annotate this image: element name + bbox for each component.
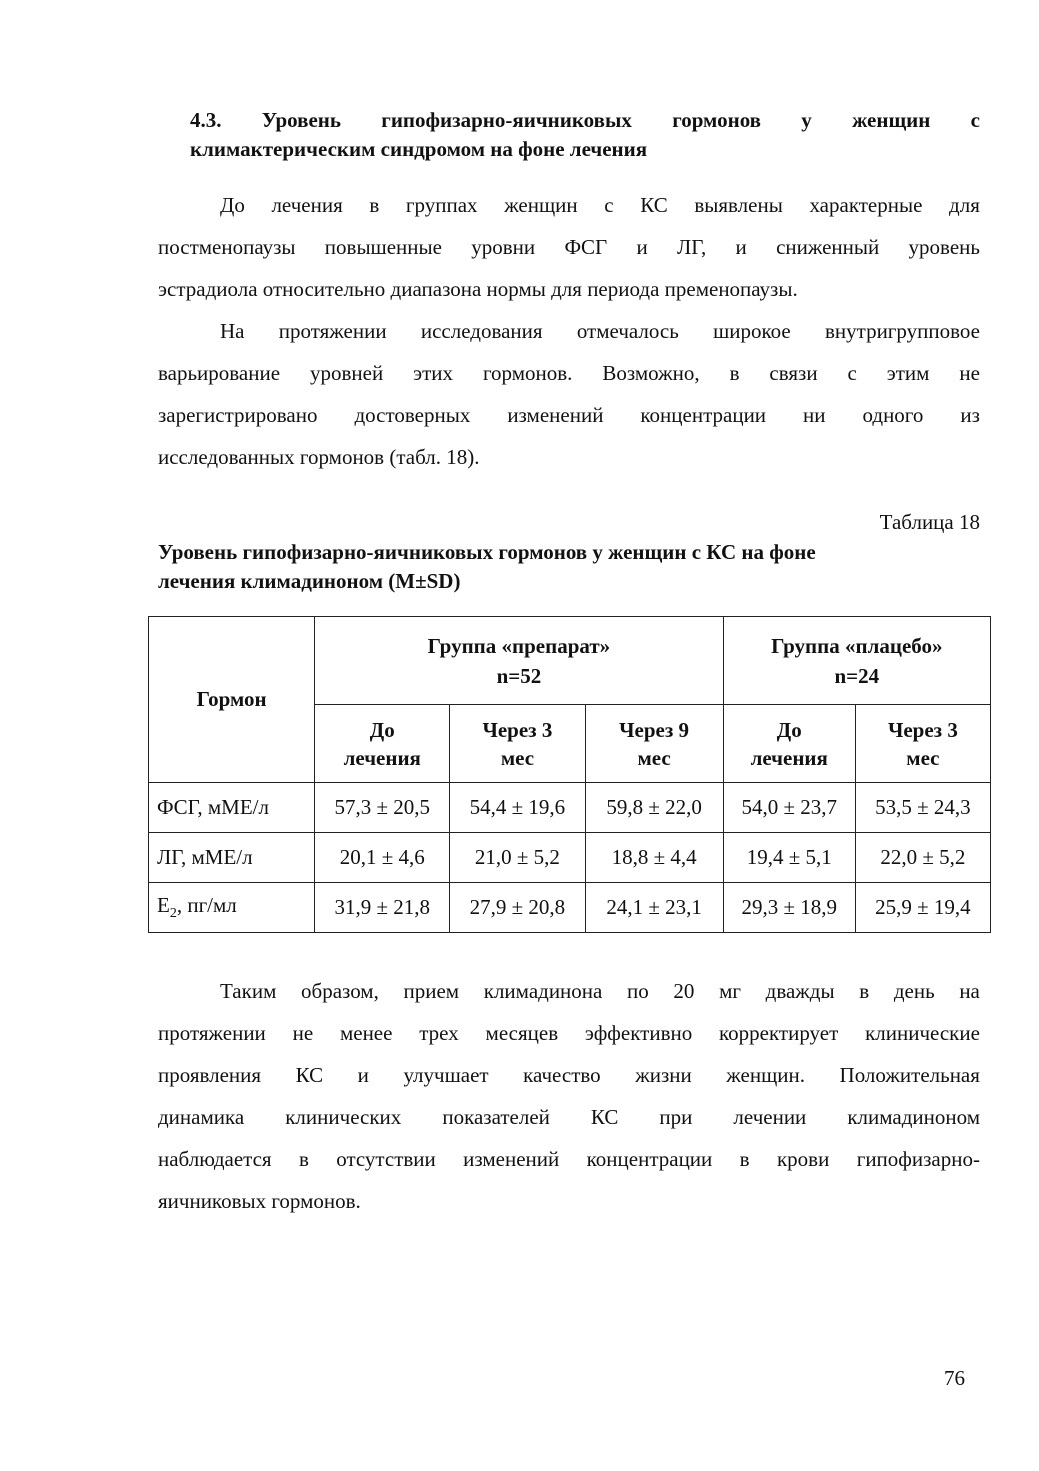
subheader-cell [450,705,585,783]
paragraph-line [158,352,980,394]
heading-word: гормонов [672,108,762,132]
word: мг [719,979,741,1003]
hormone-table [148,616,991,933]
word: на [959,979,980,1003]
heading-word: гипофизарно-яичниковых [381,108,632,132]
word: КС [590,1105,619,1129]
section-number: 4.3. [190,108,222,132]
word: в [369,193,380,217]
paragraph-line [158,1138,980,1180]
word: гипофизарно- [856,1147,980,1171]
paragraph-line [158,226,980,268]
table-label: Таблица 18 [879,510,980,534]
paragraph-line [158,1012,980,1054]
word: уровней [309,361,384,385]
word: гормонов. [482,361,573,385]
word: отсутствии [336,1147,436,1171]
heading-word: женщин [852,108,931,132]
subheader-line: лечения [750,745,828,770]
word: этих [413,361,454,385]
word: проявления [158,1063,262,1087]
word: На [220,319,245,343]
word: дважды [765,979,835,1003]
page-number: 76 [944,1366,965,1390]
section-heading-line1 [190,106,980,135]
subheader-line: Через 9 [619,717,690,742]
word: ФСГ [564,235,608,259]
hormone-name [149,883,315,933]
word: клинических [285,1105,402,1129]
word: концентрации [640,403,767,427]
word: исследования [420,319,543,343]
table-caption-line1: Уровень гипофизарно-яичниковых гормонов у женщин с КС на фоне [158,540,816,564]
paragraph-variation [158,310,980,478]
word: не [292,1021,314,1045]
word: месяцев [485,1021,559,1045]
word: До [220,193,245,217]
word: улучшает [403,1063,489,1087]
word: лечении [733,1105,807,1129]
word: характерные [809,193,923,217]
hormone-symbol: E [157,892,170,917]
value-cell: 29,3 ± 18,9 [723,883,855,933]
word: Положительная [839,1063,980,1087]
word: варьирование [158,361,281,385]
paragraph-line [158,1096,980,1138]
value-cell: 25,9 ± 19,4 [855,883,990,933]
paragraph-intro [158,184,980,310]
subheader-line: мес [906,745,940,770]
word: внутригрупповое [824,319,980,343]
hormone-name: ЛГ, мМЕ/л [149,833,315,883]
hormone-subscript: 2 [169,906,177,922]
word: связи [769,361,818,385]
group-drug-n: n=52 [496,663,542,688]
value-cell: 31,9 ± 21,8 [315,883,450,933]
word: сниженный [776,235,880,259]
word: в [859,979,870,1003]
word: жизни [635,1063,692,1087]
word: день [893,979,935,1003]
word: достоверных [354,403,471,427]
word: постменопаузы [158,235,296,259]
paragraph-line [158,394,980,436]
subheader-cell [585,705,723,783]
subheader-line: мес [500,745,535,770]
heading-word: Уровень [261,108,341,132]
paragraph-line [158,970,980,1012]
word: Возможно, [602,361,700,385]
hormone-unit: , пг/мл [176,892,237,917]
word: в [298,1147,309,1171]
heading-word: у [801,108,812,132]
subheader-line: До [776,717,802,742]
subheader-line: Через 3 [887,717,958,742]
word: качество [523,1063,601,1087]
heading-word: с [970,108,980,132]
hormone-column-header: Гормон [149,617,315,783]
word: и [357,1063,369,1087]
word: для [949,193,980,217]
subheader-line: Через 3 [482,717,553,742]
word: этим [886,361,930,385]
word: широкое [713,319,791,343]
word: и [735,235,747,259]
subheader-cell [315,705,450,783]
group-placebo-n: n=24 [834,663,880,688]
value-cell: 53,5 ± 24,3 [855,783,990,833]
word: изменений [507,403,604,427]
word: с [604,193,614,217]
subheader-line: До [369,717,395,742]
value-cell: 54,0 ± 23,7 [723,783,855,833]
word: корректирует [719,1021,839,1045]
word: динамика [158,1105,245,1129]
value-cell: 19,4 ± 5,1 [723,833,855,883]
value-cell: 27,9 ± 20,8 [450,883,585,933]
word: клинические [865,1021,980,1045]
word: женщин [504,193,578,217]
word: с [847,361,857,385]
paragraph-line [158,310,980,352]
value-cell: 20,1 ± 4,6 [315,833,450,883]
paragraph-line: исследованных гормонов (табл. 18). [158,445,480,469]
word: ЛГ, [677,235,707,259]
word: в [729,361,740,385]
word: крови [776,1147,830,1171]
group-placebo-name: Группа «плацебо» [771,633,943,658]
word: не [959,361,980,385]
word: повышенные [324,235,442,259]
word: выявлены [694,193,783,217]
paragraph-line [158,184,980,226]
word: КС [295,1063,324,1087]
subheader-line: лечения [343,745,421,770]
word: 20 [673,979,695,1003]
table-caption-line2: лечения климадиноном (M±SD) [158,569,461,593]
value-cell: 59,8 ± 22,0 [585,783,723,833]
word: отмечалось [576,319,679,343]
word: образом, [301,979,379,1003]
word: одного [862,403,924,427]
word: ни [803,403,826,427]
subheader-cell [855,705,990,783]
group-placebo-header [723,617,990,705]
word: КС [640,193,668,217]
table-row [149,783,991,833]
section-heading-line2: климактерическим синдромом на фоне лечения [190,137,648,161]
subheader-cell [723,705,855,783]
section-heading [190,106,980,164]
word: женщин. [726,1063,805,1087]
value-cell: 21,0 ± 5,2 [450,833,585,883]
word: климадиноном [847,1105,980,1129]
word: группах [405,193,478,217]
value-cell: 54,4 ± 19,6 [450,783,585,833]
word: при [659,1105,693,1129]
word: изменений [463,1147,560,1171]
word: протяжении [278,319,387,343]
word: концентрации [586,1147,713,1171]
paragraph-line: эстрадиола относительно диапазона нормы для периода пременопаузы. [158,277,798,301]
word: Таким [220,979,277,1003]
table-header-row [149,617,991,705]
word: и [636,235,648,259]
value-cell: 22,0 ± 5,2 [855,833,990,883]
word: показателей [442,1105,550,1129]
group-drug-name: Группа «препарат» [427,633,611,658]
paragraph-line [158,1054,980,1096]
value-cell: 24,1 ± 23,1 [585,883,723,933]
paragraph-conclusion [158,970,980,1222]
word: лечения [271,193,343,217]
group-drug-header [315,617,723,705]
word: трех [419,1021,459,1045]
table-caption [158,538,980,596]
hormone-name: ФСГ, мМЕ/л [149,783,315,833]
table-row [149,833,991,883]
word: по [627,979,649,1003]
word: уровни [471,235,536,259]
word: климадинона [483,979,603,1003]
value-cell: 18,8 ± 4,4 [585,833,723,883]
word: уровень [908,235,980,259]
table-row [149,883,991,933]
word: наблюдается [158,1147,272,1171]
word: прием [403,979,460,1003]
value-cell: 57,3 ± 20,5 [315,783,450,833]
paragraph-line: яичниковых гормонов. [158,1189,361,1213]
word: менее [339,1021,393,1045]
word: из [960,403,980,427]
word: в [739,1147,750,1171]
word: эффективно [584,1021,693,1045]
word: зарегистрировано [158,403,318,427]
word: протяжении [158,1021,266,1045]
subheader-line: мес [637,745,671,770]
